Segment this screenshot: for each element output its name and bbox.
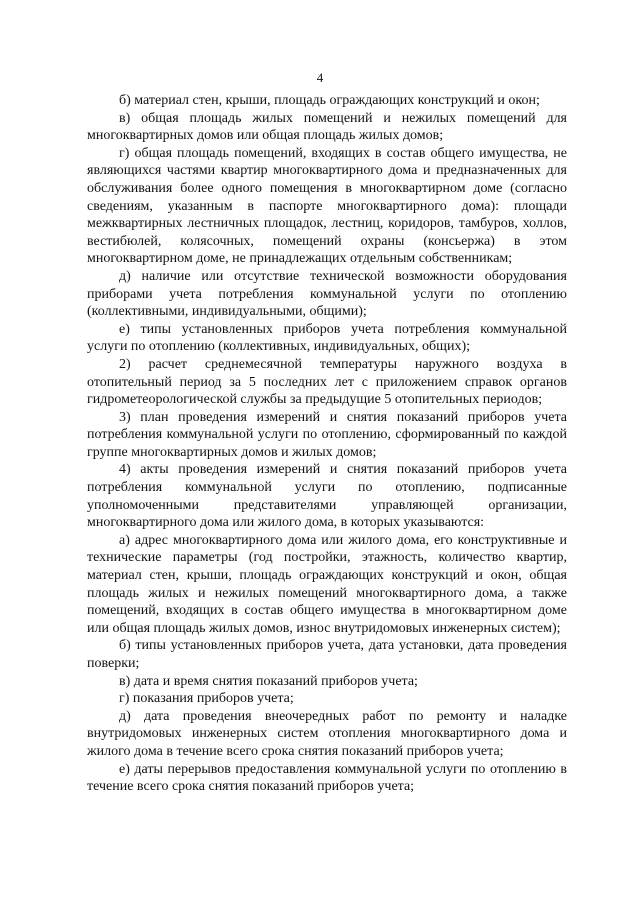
paragraph: 2) расчет среднемесячной температуры наружного воздуха в отопительный период за 5 последних лет с приложением справок органов гидрометеорологической службы за предыдущие 5 отопительных периодов; — [87, 356, 567, 408]
paragraph: 4) акты проведения измерений и снятия показаний приборов учета потребления коммунальной услуги по отоплению, подписанные уполномоченными представителями управляющей организации, многоквартирного дома или жилого дома, в которых указываются: — [87, 462, 567, 531]
paragraph: 3) план проведения измерений и снятия показаний приборов учета потребления коммунальной услуги по отоплению, сформированный по каждой группе многоквартирных домов и жилых домов; — [87, 409, 567, 460]
paragraph: е) даты перерывов предоставления коммунальной услуги по отоплению в течение всего срока снятия показаний приборов учета; — [87, 761, 567, 795]
paragraph: в) общая площадь жилых помещений и нежилых помещений для многоквартирных домов или общая площадь жилых домов; — [87, 110, 567, 144]
paragraph: е) типы установленных приборов учета потребления коммунальной услуги по отоплению (коллективных, индивидуальных, общих); — [87, 321, 567, 355]
paragraph: г) показания приборов учета; — [119, 691, 294, 707]
document-body — [87, 92, 567, 796]
paragraph: в) дата и время снятия показаний приборов учета; — [119, 673, 418, 689]
paragraph: б) типы установленных приборов учета, дата установки, дата проведения поверки; — [87, 638, 567, 671]
paragraph: б) материал стен, крыши, площадь ограждающих конструкций и окон; — [119, 93, 540, 108]
paragraph: г) общая площадь помещений, входящих в состав общего имущества, не являющихся частями квартир многоквартирного дома и предназначенных для обслуживания более одного помещения в многоквартирном доме (согласно сведениям, указанным в паспорте многоквартирного дома): площади межквартирных лестничных площадок, лестниц, коридоров, тамбуров, холлов, вестибюлей, колясочных, помещений охраны (консьержа) в этом многоквартирном доме, не принадлежащих отдельным собственникам; — [87, 145, 567, 267]
paragraph: д) дата проведения внеочередных работ по ремонту и наладке внутридомовых инженерных систем отопления многоквартирного дома и жилого дома в течение всего срока снятия показаний приборов учета; — [87, 708, 567, 759]
paragraph: д) наличие или отсутствие технической возможности оборудования приборами учета потребления коммунальной услуги по отоплению (коллективными, индивидуальными, общими); — [87, 268, 567, 320]
page-number: 4 — [316, 70, 324, 85]
paragraph: а) адрес многоквартирного дома или жилого дома, его конструктивные и технические параметры (год постройки, этажность, количество квартир, материал стен, крыши, площадь ограждающих конструкций и окон, общая площадь жилых и нежилых помещений многоквартирного дома, а также помещений, входящих в состав общего имущества в многоквартирном доме или общая площадь жилых домов, износ внутридомовых инженерных систем); — [87, 532, 567, 636]
